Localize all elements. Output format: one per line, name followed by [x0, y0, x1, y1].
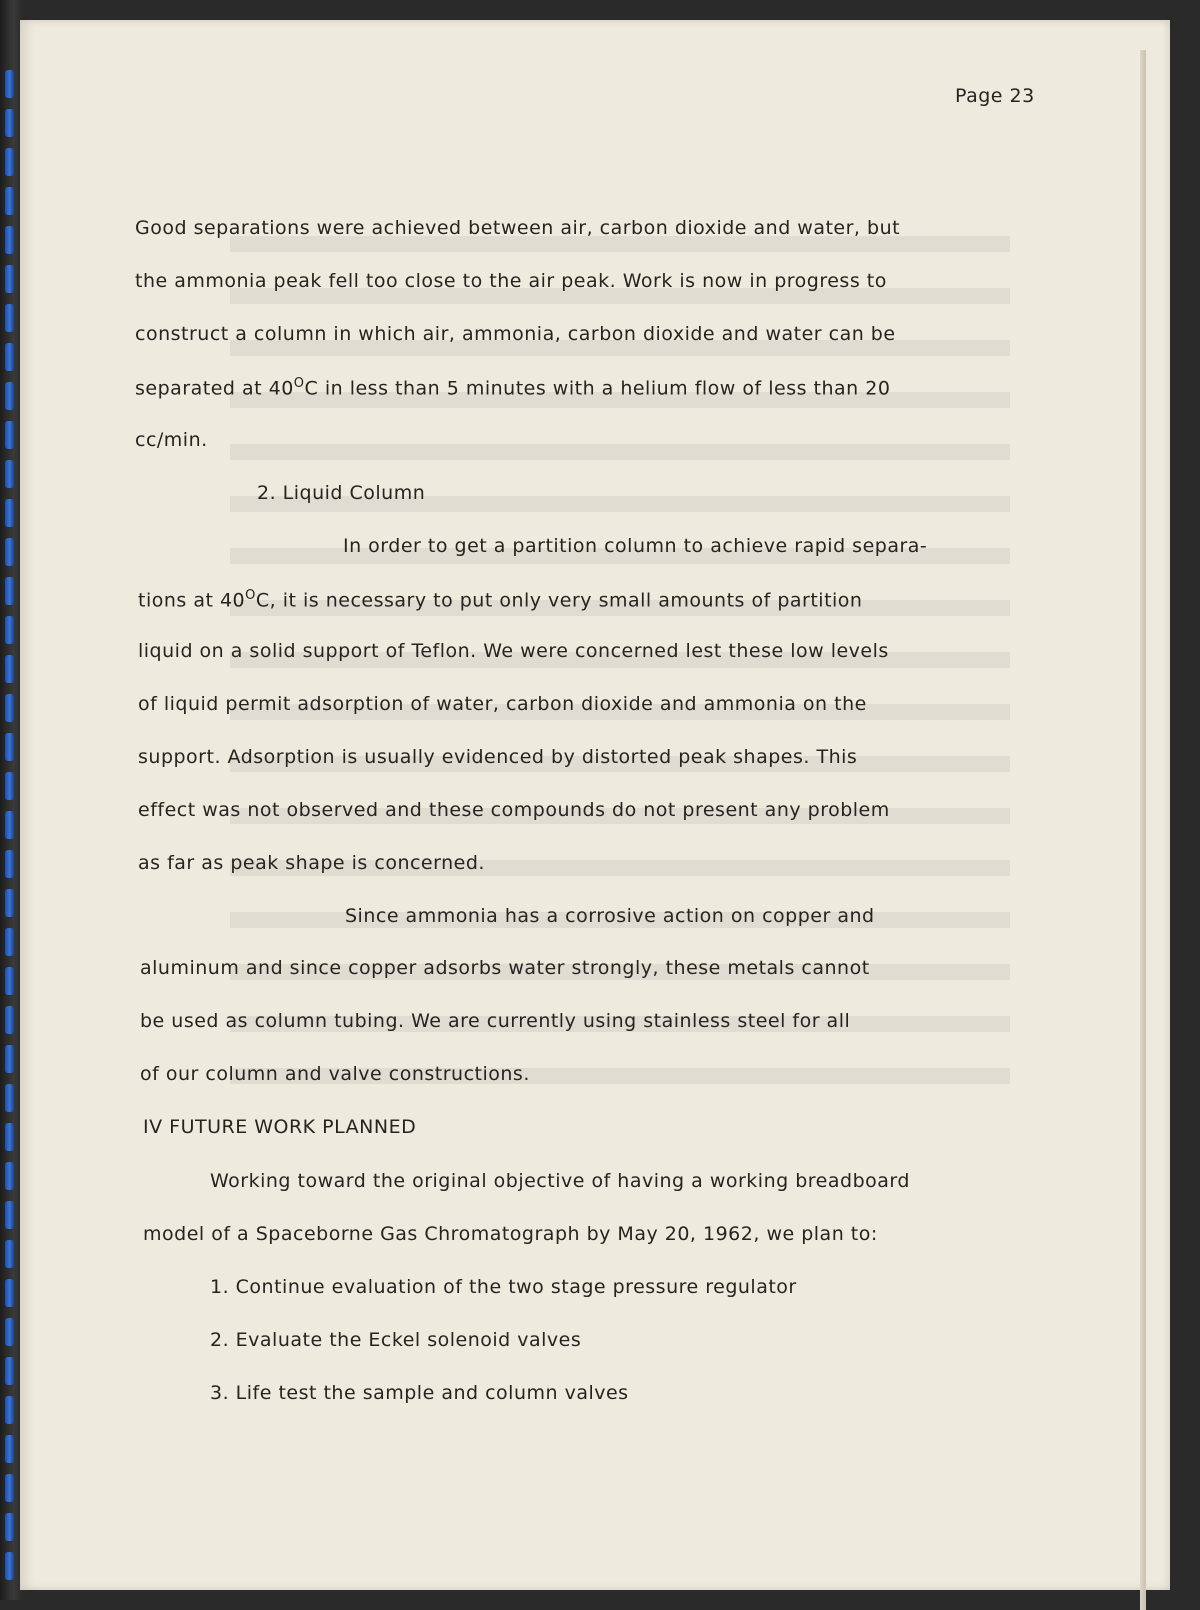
line-text: C, it is necessary to put only very small amounts of partition — [255, 589, 863, 612]
section-heading: IV FUTURE WORK PLANNED — [143, 1116, 417, 1138]
degree-superscript: O — [293, 376, 305, 391]
paragraph-line: Good separations were achieved between air, carbon dioxide and water, but — [135, 217, 901, 239]
binding-coil — [5, 1474, 14, 1502]
paragraph-line — [135, 376, 890, 399]
binding-coil — [5, 928, 14, 956]
page-number: Page 23 — [955, 85, 1035, 107]
binding-coil — [5, 460, 14, 488]
binding-coil — [5, 1162, 14, 1190]
paragraph-line — [138, 588, 862, 611]
binding-coil — [5, 538, 14, 566]
binding-coil — [5, 70, 14, 98]
binding-coil — [5, 1240, 14, 1268]
binding-coil — [5, 1318, 14, 1346]
list-item: 1. Continue evaluation of the two stage pressure regulator — [210, 1276, 797, 1298]
paragraph-line: aluminum and since copper adsorbs water strongly, these metals cannot — [140, 957, 870, 979]
document-page — [20, 20, 1170, 1590]
paragraph-line: In order to get a partition column to achieve rapid separa- — [343, 535, 928, 557]
paragraph-line: be used as column tubing. We are currently using stainless steel for all — [140, 1010, 851, 1032]
binding-coil — [5, 1123, 14, 1151]
paragraph-line: support. Adsorption is usually evidenced by distorted peak shapes. This — [138, 746, 858, 768]
binding-coil — [5, 187, 14, 215]
binding-coil — [5, 655, 14, 683]
binding-coil — [5, 1435, 14, 1463]
binding-coil — [5, 109, 14, 137]
binding-coil — [5, 889, 14, 917]
binding-coil — [5, 421, 14, 449]
binding-coil — [5, 1279, 14, 1307]
paragraph-line: cc/min. — [135, 429, 208, 451]
binding-coil — [5, 304, 14, 332]
binding-coil — [5, 811, 14, 839]
section-heading: 2. Liquid Column — [257, 482, 426, 504]
degree-superscript: O — [245, 588, 256, 603]
binding-coil — [5, 850, 14, 878]
binding-coil — [5, 1357, 14, 1385]
binding-coil — [5, 226, 14, 254]
paragraph-line: construct a column in which air, ammonia, carbon dioxide and water can be — [135, 323, 896, 345]
page-edge — [1140, 50, 1146, 1610]
binding-coil — [5, 1201, 14, 1229]
paragraph-line: of liquid permit adsorption of water, carbon dioxide and ammonia on the — [138, 693, 867, 715]
paragraph-line: Working toward the original objective of having a working breadboard — [210, 1170, 910, 1192]
line-text: separated at 40 — [135, 377, 294, 400]
binding-coil — [5, 577, 14, 605]
binding-coil — [5, 967, 14, 995]
paragraph-line: model of a Spaceborne Gas Chromatograph by May 20, 1962, we plan to: — [143, 1223, 878, 1245]
binding-coil — [5, 616, 14, 644]
line-text: tions at 40 — [138, 589, 246, 612]
binding-coil — [5, 1513, 14, 1541]
line-text: C in less than 5 minutes with a helium flow of less than 20 — [304, 377, 891, 400]
list-item: 3. Life test the sample and column valves — [210, 1382, 629, 1404]
paragraph-line: liquid on a solid support of Teflon. We were concerned lest these low levels — [138, 640, 889, 662]
binding-coil — [5, 1006, 14, 1034]
binding-coil — [5, 694, 14, 722]
list-item: 2. Evaluate the Eckel solenoid valves — [210, 1329, 582, 1351]
binding-coil — [5, 265, 14, 293]
binding-coil — [5, 1045, 14, 1073]
paragraph-line: effect was not observed and these compounds do not present any problem — [138, 799, 890, 821]
paragraph-line: Since ammonia has a corrosive action on copper and — [345, 905, 875, 927]
spiral-binding — [0, 0, 22, 1600]
binding-coil — [5, 733, 14, 761]
paragraph-line: the ammonia peak fell too close to the air peak. Work is now in progress to — [135, 270, 887, 292]
binding-coil — [5, 499, 14, 527]
binding-coil — [5, 1396, 14, 1424]
binding-coil — [5, 382, 14, 410]
binding-coil — [5, 1552, 14, 1580]
binding-coil — [5, 148, 14, 176]
binding-coil — [5, 1084, 14, 1112]
binding-coil — [5, 772, 14, 800]
paragraph-line: as far as peak shape is concerned. — [138, 852, 485, 874]
binding-coil — [5, 343, 14, 371]
paragraph-line: of our column and valve constructions. — [140, 1063, 530, 1085]
